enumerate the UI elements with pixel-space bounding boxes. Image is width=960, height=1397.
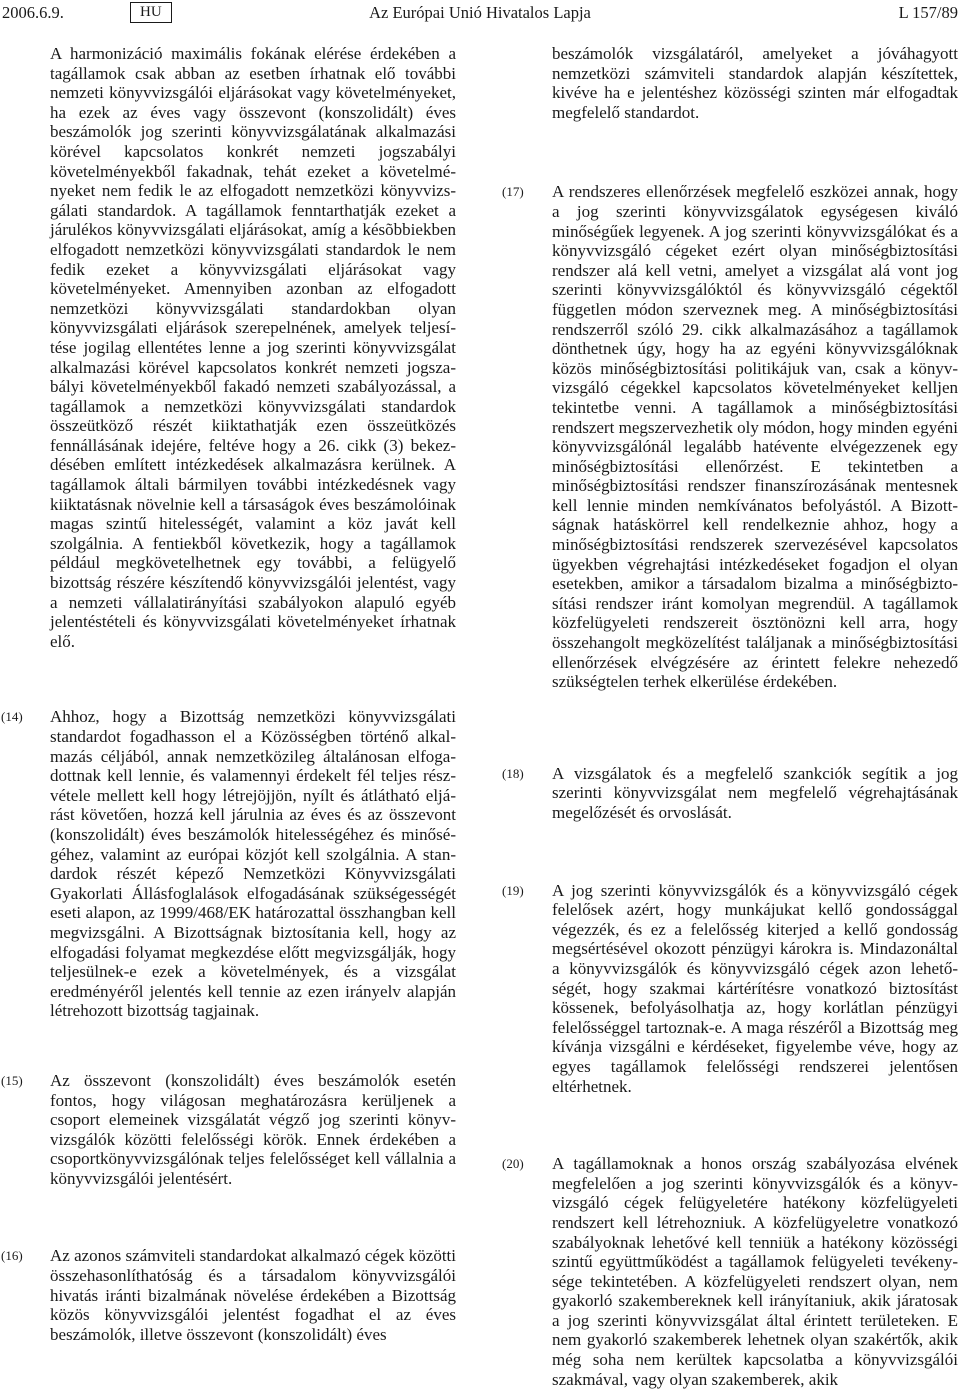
recital-text: A tagállamoknak a honos ország szabályozása elvének megfelelően a jog szerinti könyvvizsgálók és a könyvvizsgáló cégek felügyeletére hatékony közfelügyeleti rendszert kell létrehozniuk. A közfelügyeletre vonatkozó szabályoknak lehetővé kell tenniük a hatékony közösségi szintű együttműködést a tagállamok felügyeleti tevékenysége tekintetében. A közfelügyeleti rendszert olyan, nem gyakorló szakembereknek kell irányítaniuk, akik járatosak a jog szerinti könyvvizsgálat által érintett területeken. E nem gyakorló szakemberek lehetnek olyan szakértők, akik még soha nem kerültek kapcsolatba a könyvvizsgálói szakmával, vagy olyan szakemberek, akik xyxy=(552,1154,958,1389)
publication-date: 2006.6.9. xyxy=(2,3,64,22)
recital-19 xyxy=(502,880,958,1097)
journal-title: Az Európai Unió Hivatalos Lapja xyxy=(369,3,591,22)
recital-number: (14) xyxy=(1,709,23,725)
recital-text: Ahhoz, hogy a Bizottság nemzetközi könyvvizsgálati standardot fogadhasson el a Közösségben történő alkalmazás céljából, annak nemzetközileg általánosan elfogadottnak kell lennie, és valamennyi érdekelt fél teljes részvétele mellett kell hogy létrejöjjön, nyílt és átlátható eljárást követően, hozzá kell járulnia az éves és az összevont (konszolidált) éves beszámolók hitelességéhez és minőségéhez, valamint az európai közjót kell szolgálnia. A standardok részét képező Nemzetközi Könyvvizsgálati Gyakorlati Állásfoglalások elfogadásának szükségességét eseti alapon, az 1999/468/EK határozattal összhangban kell megvizsgálni. A Bizottságnak biztosítania kell, hogy az elfogadási folyamat megkezdése előtt megvizsgálják, hogy teljesülnek-e ezek a követelmények, és a vizsgálat eredményéről jelentés kell tennie az ezen irányelv alapján létrehozott bizottság tagjainak. xyxy=(50,707,456,1021)
recital-text: A jog szerinti könyvvizsgálók és a könyvvizsgáló cégek felelősek azért, hogy munkájukat kellő gondossággal végezzék, és ez a felelősség kiterjed a kellő gondosság megsértésével okozott pénzügyi károkra is. Mindazonáltal a könyvvizsgálók és könyvvizsgáló cégek azon lehetőségét, hogy szakmai kártérítésre vonatkozó biztosítást kössenek, befolyásolhatja az, hogy korlátlan pénzügyi felelősséggel tartoznak-e. A maga részéről a Bizottság meg kívánja vizsgálni e kérdéseket, figyelembe véve, hogy az egyes tagállamok felelősségi rendszerei jelentősen eltérhetnek. xyxy=(552,880,958,1096)
page-reference: L 157/89 xyxy=(898,3,958,22)
recital-15 xyxy=(1,1070,456,1189)
recital-18 xyxy=(502,763,958,823)
right-continuation-paragraph: beszámolók vizsgálatáról, amelyeket a jóváhagyott nemzetközi számviteli standardok alapján készítettek, kivéve ha e jelentéshez közösségi szinten már elfogadtak megfelelő standardot. xyxy=(552,44,958,122)
recital-text: Az összevont (konszolidált) éves beszámolók esetén fontos, hogy világosan meghatározásra kerüljenek a csoport elemeinek vizsgálatát végző jog szerinti könyvvizsgálók közötti felelősségi körök. Ennek érdekében a csoportkönyvvizsgálónak teljes felelősséget kell vállalnia a könyvvizsgálói jelentésért. xyxy=(50,1070,456,1188)
right-column xyxy=(502,44,958,1389)
recital-text: Az azonos számviteli standardokat alkalmazó cégek közötti összehasonlíthatóság és a társadalom könyvvizsgálói hivatás iránti bizalmának növelése érdekében a Bizottság közös könyvvizsgálói jelentést fogadhat el az éves beszámolók, illetve összevont (konszolidált) éves xyxy=(50,1246,456,1344)
recital-20 xyxy=(502,1154,958,1389)
recital-number: (15) xyxy=(1,1072,23,1088)
page-header xyxy=(0,0,960,28)
left-continuation-paragraph: A harmonizáció maximális fokának elérése érdekében a tagállamok csak abban az esetben írhatnak elő további nemzeti könyvvizsgálói eljárásokat vagy követelményeket, ha ezek az éves vagy összevont (konszolidált) éves beszámolók jog szerinti könyvvizsgálatának alkalmazási körével kapcsolatos konkrét nemzeti jogszabályi követelményekből fakadnak, tehát ezeket a követelményeket nem fedik le az elfogadott nemzetközi könyvvizsgálati standardok. A tagállamok fenntarthatják ezeket a járulékos könyvvizsgálati eljárásokat, amíg a késõbbiekben elfogadott nemzetközi könyvvizsgálati standardok le nem fedik ezeket a könyvvizsgálati eljárásokat vagy követelményeket. Amennyiben azonban az elfogadott nemzetközi könyvvizsgálati standardokban olyan könyvvizsgálati eljárások szerepelnének, amelyek teljesítése jogilag ellentétes lenne a jog szerinti könyvvizsgálat alkalmazási körével kapcsolatos konkrét nemzeti jogszabályi követelményekből fakadó nemzeti szabályozással, a tagállamok a nemzetközi könyvvizsgálati standardok összeütköző részét kiiktathatják ezen összeütközés fennállásának idejére, feltéve hogy a 26. cikk (3) bekezdésében említett intézkedések alkalmazásra kerülnek. A tagállamok általi bármilyen további intézkedésnek vagy kiiktatásnak növelnie kell a társaságok éves beszámolóinak magas szintű hitelességét, valamint a köz javát kell szolgálnia. A fentiekből következik, hogy a tagállamok például megkövetelhetnek egy további, a felügyelő bizottság részére készítendő könyvvizsgálói jelentést, vagy a nemzeti vállalatirányítási szabályokon alapuló egyéb jelentéstételi és könyvvizsgálati követelményeket írhatnak elő. xyxy=(50,44,456,651)
recital-14 xyxy=(1,707,456,1021)
left-column xyxy=(1,44,456,1344)
recital-text: A rendszeres ellenőrzések megfelelő eszközei annak, hogy a jog szerinti könyvvizsgálatok egységesen kiváló minőségűek legyenek. A jog szerinti könyvvizsgálókat és a könyvvizsgáló cégeket ezért olyan minőségbiztosítási rendszer alá kell vetni, amelyet a vizsgálat alá vont jog szerinti könyvvizsgálóktól és könyvvizsgáló cégektől független módon szerveznek meg. A minőségbiztosítási rendszerről szóló 29. cikk alkalmazásához a tagállamok dönthetnek úgy, hogy ha az egyéni könyvvizsgálóknak közös minőségbiztosítási politikájuk van, csak a könyvvizsgáló cégekkel kapcsolatos követelményeket kelljen tekintetbe venni. A tagállamok a minőségbiztosítási rendszert megszervezhetik oly módon, hogy minden egyéni könyvvizsgálónál legalább hatévente elvégezzenek egy minőségbiztosítási ellenőrzést. E tekintetben a minőségbiztosítási rendszer finanszírozásának mentesnek kell lennie minden nemkívánatos befolyástól. A Bizottságnak hatáskörrel kell rendelkeznie ahhoz, hogy a minőségbiztosítási rendszerek szervezésével kapcsolatos ügyekben végrehajtási intézkedéseket fogadjon el olyan esetekben, amikor a társadalom bizalma a minőségbiztosítási rendszer iránt komolyan megrendül. A tagállamok közfelügyeleti rendszereit ösztönözni kell arra, hogy összehangolt megközelítést találjanak a minőségbiztosítási ellenőrzések elvégzésére az érintett felekre nehezedő szükségtelen terhek elkerülése érdekében. xyxy=(552,182,958,692)
recital-text: A vizsgálatok és a megfelelő szankciók segítik a jog szerinti könyvvizsgálat nem megfelelő végrehajtásának megelőzését és orvoslását. xyxy=(552,763,958,822)
recital-number: (18) xyxy=(502,765,524,781)
recital-number: (19) xyxy=(502,882,524,898)
recital-16 xyxy=(1,1246,456,1344)
recital-number: (17) xyxy=(502,184,524,200)
language-badge: HU xyxy=(130,2,172,23)
recital-number: (16) xyxy=(1,1248,23,1264)
recital-17 xyxy=(502,182,958,692)
recital-number: (20) xyxy=(502,1156,524,1172)
